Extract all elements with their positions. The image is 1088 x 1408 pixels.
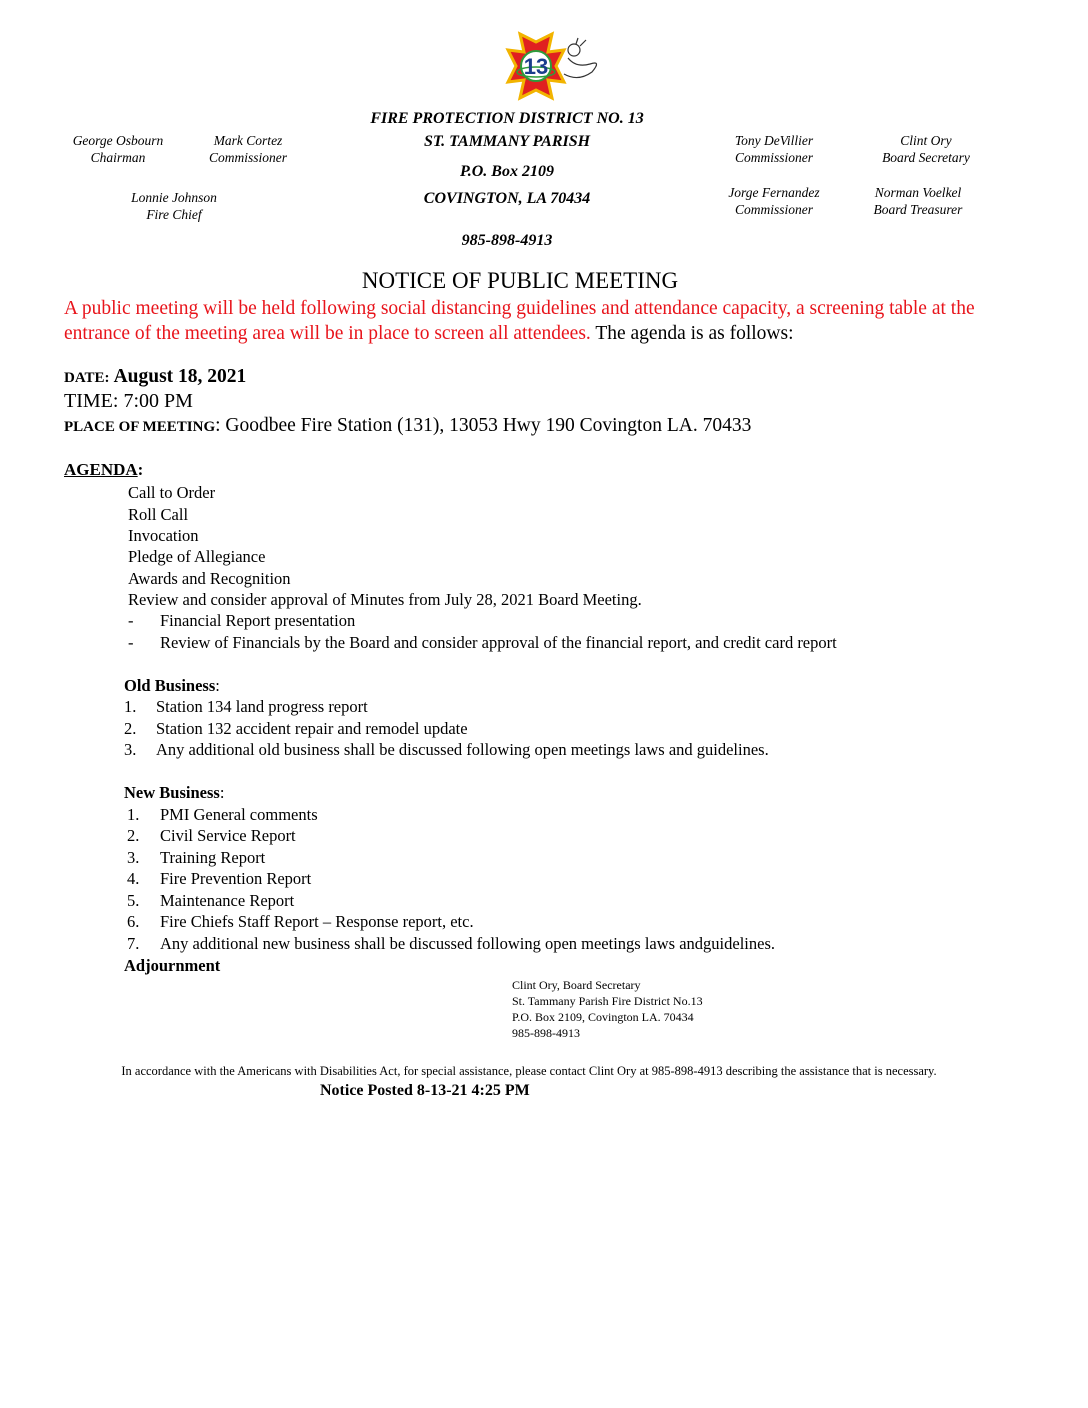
list-item: 1. PMI General comments [127, 805, 318, 824]
place-value: : Goodbee Fire Station (131), 13053 Hwy 190 Covington LA. 70433 [215, 415, 752, 436]
member-role: Fire Chief [146, 207, 202, 222]
po-box: P.O. Box 2109 [460, 163, 554, 180]
list-item: 3. Training Report [127, 848, 266, 867]
member-block [712, 132, 836, 166]
member-role: Commissioner [734, 150, 813, 165]
fire-district-logo [480, 28, 608, 106]
notice-posted: Notice Posted 8-13-21 4:25 PM [320, 1082, 530, 1099]
list-item: Review and consider approval of Minutes from July 28, 2021 Board Meeting. [128, 590, 642, 609]
bullet: - [128, 633, 134, 652]
member-name: Clint Ory [900, 133, 952, 148]
list-item: 1. Station 134 land progress report [124, 697, 368, 716]
old-business-heading: Old Business: [124, 676, 220, 695]
member-name: Jorge Fernandez [728, 185, 820, 200]
list-item: Invocation [128, 526, 199, 545]
list-item: 2. Civil Service Report [127, 826, 296, 845]
header-phone: 985-898-4913 [461, 232, 553, 249]
intro-black-text: The agenda is as follows: [590, 323, 794, 344]
time-value: : 7:00 PM [112, 390, 193, 412]
member-block [58, 132, 178, 166]
notice-title: NOTICE OF PUBLIC MEETING [361, 268, 679, 293]
contact-line: P.O. Box 2109, Covington LA. 70434 [512, 1010, 694, 1024]
date-label: DATE: [64, 370, 110, 386]
list-item: 7. Any additional new business shall be discussed following open meetings laws andguidelines. [127, 934, 775, 953]
list-item: Call to Order [128, 483, 216, 502]
meeting-date [64, 366, 246, 388]
member-name: Norman Voelkel [874, 185, 962, 200]
new-business-heading: New Business: [124, 783, 225, 802]
place-label: PLACE OF MEETING [64, 419, 216, 435]
list-item: Awards and Recognition [128, 569, 291, 588]
contact-line: Clint Ory, Board Secretary [512, 978, 641, 992]
list-item: 2. Station 132 accident repair and remodel update [124, 719, 468, 738]
member-role: Chairman [90, 150, 146, 165]
contact-block [512, 977, 703, 1041]
list-item: 5. Maintenance Report [127, 891, 295, 910]
member-name: Lonnie Johnson [131, 190, 217, 205]
member-name: Mark Cortez [213, 133, 283, 148]
member-block [712, 184, 836, 218]
parish-name: ST. TAMMANY PARISH [423, 133, 591, 150]
list-item: 6. Fire Chiefs Staff Report – Response report, etc. [127, 912, 474, 931]
member-role: Board Treasurer [873, 202, 963, 217]
list-item: Pledge of Allegiance [128, 547, 266, 566]
logo-number: 13 [523, 54, 549, 79]
bullet: - [128, 611, 134, 630]
date-value: August 18, 2021 [113, 366, 247, 387]
member-role: Board Secretary [882, 150, 970, 165]
member-block [114, 189, 234, 223]
contact-line: St. Tammany Parish Fire District No.13 [512, 994, 703, 1008]
member-name: Tony DeVillier [734, 133, 814, 148]
list-item: Roll Call [128, 505, 189, 524]
list-item: 4. Fire Prevention Report [127, 869, 312, 888]
notice-intro [64, 296, 1024, 346]
list-item: 3. Any additional old business shall be discussed following open meetings laws and guidelines. [124, 740, 769, 759]
district-name: FIRE PROTECTION DISTRICT NO. 13 [370, 110, 644, 127]
city-address: COVINGTON, LA 70434 [423, 190, 591, 207]
sub-list-item: - Review of Financials by the Board and consider approval of the financial report, and credit card report [128, 633, 837, 652]
meeting-place [64, 415, 751, 437]
member-role: Commissioner [734, 202, 813, 217]
member-block [864, 132, 988, 166]
sub-list-item: - Financial Report presentation [128, 611, 356, 630]
adjournment: Adjournment [124, 956, 221, 975]
time-label: TIME [64, 390, 113, 412]
member-name: George Osbourn [72, 133, 164, 148]
meeting-time [64, 390, 193, 413]
member-role: Commissioner [208, 150, 287, 165]
agenda-heading: AGENDA: [64, 460, 144, 479]
intro-red-text: A public meeting will be held following social distancing guidelines and attendance capacity, a screening table at the entrance of the meeting area will be in place to screen all attendees. [64, 298, 975, 344]
mascot-icon [564, 38, 597, 78]
ada-notice: In accordance with the Americans with Disabilities Act, for special assistance, please contact Clint Ory at 985-898-4913 describing the assistance that is necessary. [121, 1064, 937, 1078]
member-block [188, 132, 308, 166]
member-block [856, 184, 980, 218]
contact-line: 985-898-4913 [512, 1026, 580, 1040]
